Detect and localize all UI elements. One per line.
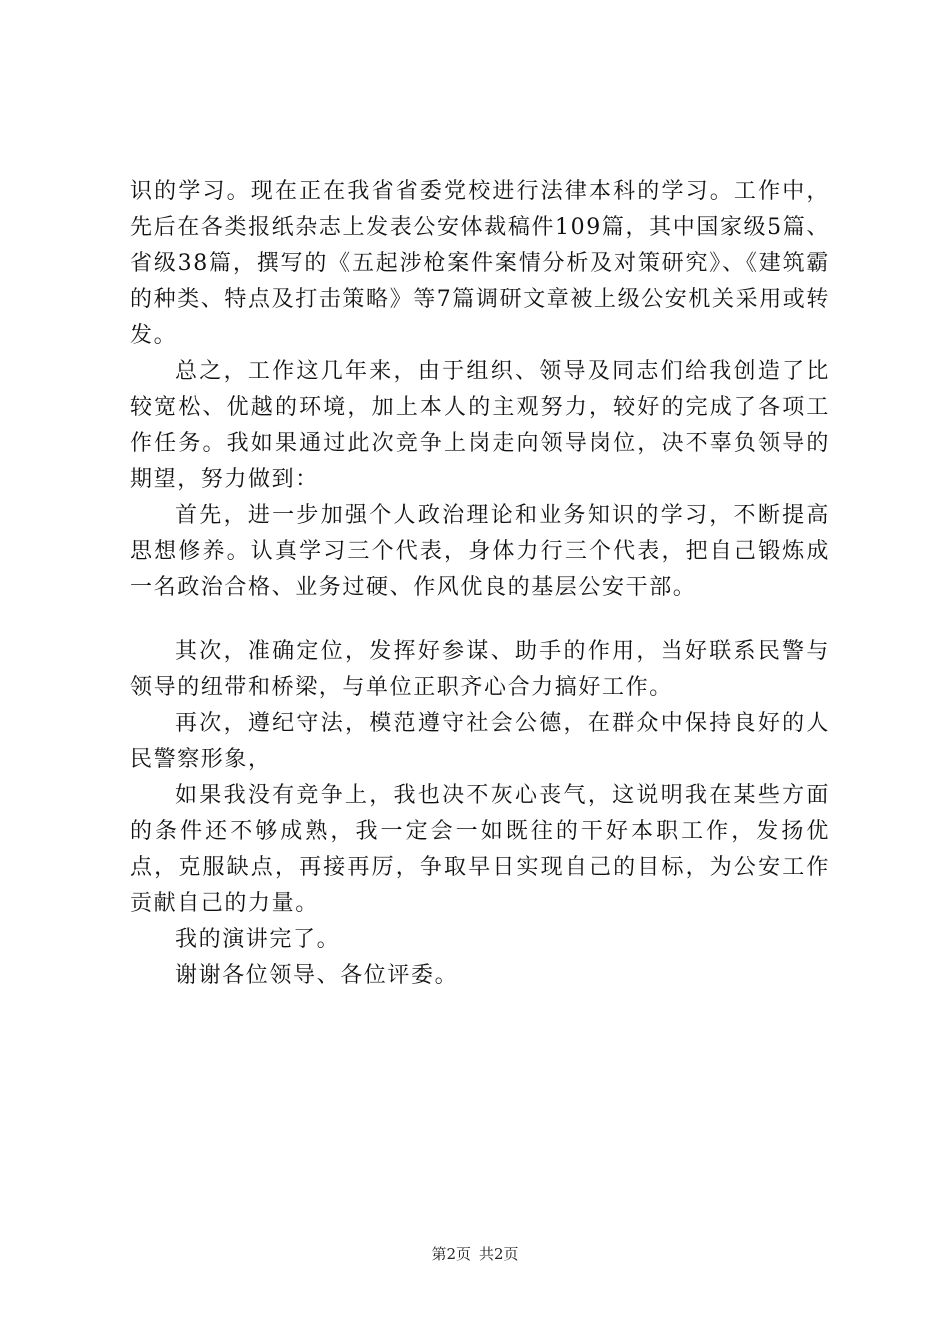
paragraph-summary: 总之，工作这几年来，由于组织、领导及同志们给我创造了比较宽松、优越的环境，加上本人的主观努力，较好的完成了各项工作任务。我如果通过此次竞争上岗走向领导岗位，决不辜负领导的期望，努力做到： <box>130 359 830 492</box>
paragraph-second-point: 其次，准确定位，发挥好参谋、助手的作用，当好联系民警与领导的纽带和桥梁，与单位正职齐心合力搞好工作。 <box>130 639 830 700</box>
paragraph-thanks: 谢谢各位领导、各位评委。 <box>175 963 459 988</box>
paragraph-if-not-selected: 如果我没有竞争上，我也决不灰心丧气，这说明我在某些方面的条件还不够成熟，我一定会一如既往的干好本职工作，发扬优点，克服缺点，再接再厉，争取早日实现自己的目标，为公安工作贡献自己的力量。 <box>130 783 830 916</box>
page-number-current: 第2页 <box>431 1245 471 1263</box>
paragraph-closing: 我的演讲完了。 <box>175 927 341 952</box>
paragraph-continued: 识的学习。现在正在我省省委党校进行法律本科的学习。工作中，先后在各类报纸杂志上发表公安体裁稿件109篇，其中国家级5篇、省级38篇，撰写的《五起涉枪案件案情分析及对策研究》、《建筑霸的种类、特点及打击策略》等7篇调研文章被上级公安机关采用或转发。 <box>130 179 830 348</box>
paragraph-third-point: 再次，遵纪守法，模范遵守社会公德，在群众中保持良好的人民警察形象， <box>130 711 830 772</box>
paragraph-first-point: 首先，进一步加强个人政治理论和业务知识的学习，不断提高思想修养。认真学习三个代表，身体力行三个代表，把自己锻炼成一名政治合格、业务过硬、作风优良的基层公安干部。 <box>130 503 830 600</box>
page-number-total: 共2页 <box>479 1245 519 1263</box>
page-footer <box>0 1244 950 1264</box>
document-body <box>130 174 830 994</box>
